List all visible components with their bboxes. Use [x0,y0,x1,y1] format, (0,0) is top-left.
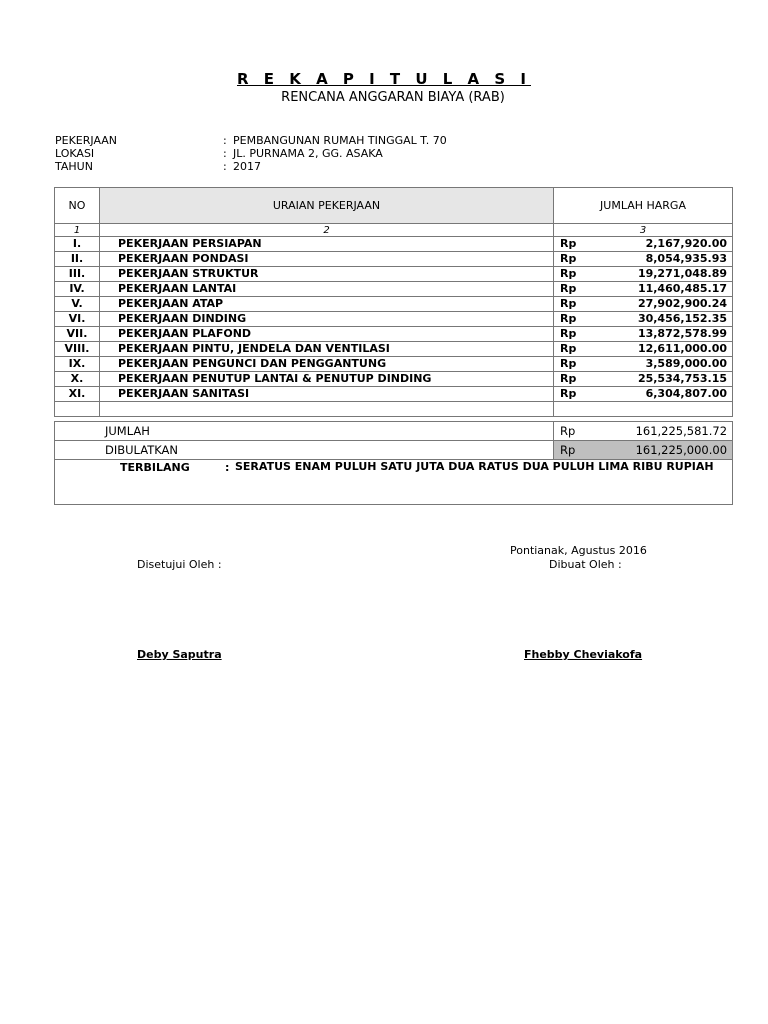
item-currency: Rp [554,372,596,387]
project-info [55,134,447,173]
info-row-lokasi [55,147,447,160]
item-amount: 13,872,578.99 [596,327,733,342]
table-row [55,237,733,252]
item-amount: 8,054,935.93 [596,252,733,267]
col-index-3: 3 [554,224,733,237]
col-index-1: 1 [55,224,100,237]
item-name: PEKERJAAN PENGUNCI DAN PENGGANTUNG [100,357,554,372]
item-name: PEKERJAAN LANTAI [100,282,554,297]
item-no: I. [55,237,100,252]
rab-table [54,187,733,505]
jumlah-row-label: JUMLAH [55,422,554,441]
item-no: VII. [55,327,100,342]
info-row-pekerjaan [55,134,447,147]
header-jumlah: JUMLAH HARGA [554,188,733,224]
item-amount: 30,456,152.35 [596,312,733,327]
item-currency: Rp [554,342,596,357]
item-no: XI. [55,387,100,402]
terbilang-row [55,460,733,505]
item-amount: 12,611,000.00 [596,342,733,357]
info-separator: : [223,160,227,173]
item-no: III. [55,267,100,282]
info-separator: : [223,134,227,147]
jumlah-row-amount: 161,225,581.72 [596,422,733,441]
dibulatkan-row-currency: Rp [554,441,596,460]
item-currency: Rp [554,282,596,297]
made-by-label: Dibuat Oleh : [549,558,622,571]
table-row [55,357,733,372]
blank-cell [55,402,100,417]
info-label: PEKERJAAN [55,134,118,147]
jumlah-row [55,422,733,441]
table-row [55,387,733,402]
terbilang-label: TERBILANG [120,461,190,474]
table-header-row [55,188,733,224]
info-label: TAHUN [55,160,93,173]
blank-row [55,402,733,417]
item-no: IV. [55,282,100,297]
item-currency: Rp [554,297,596,312]
item-amount: 6,304,807.00 [596,387,733,402]
item-name: PEKERJAAN PONDASI [100,252,554,267]
info-value: 2017 [233,160,261,173]
table-row [55,312,733,327]
item-currency: Rp [554,327,596,342]
column-index-row [55,224,733,237]
item-no: II. [55,252,100,267]
table-row [55,372,733,387]
terbilang-text: SERATUS ENAM PULUH SATU JUTA DUA RATUS DUA PULUH LIMA RIBU RUPIAH [235,460,714,473]
blank-cell [100,402,554,417]
item-amount: 2,167,920.00 [596,237,733,252]
item-name: PEKERJAAN DINDING [100,312,554,327]
approver-signature-name: Deby Saputra [137,648,222,661]
info-row-tahun [55,160,447,173]
item-currency: Rp [554,267,596,282]
item-name: PEKERJAAN SANITASI [100,387,554,402]
item-amount: 19,271,048.89 [596,267,733,282]
document-title: R E K A P I T U L A S I [236,70,531,88]
table-row [55,297,733,312]
info-value: PEMBANGUNAN RUMAH TINGGAL T. 70 [233,134,447,147]
item-currency: Rp [554,312,596,327]
col-index-2: 2 [100,224,554,237]
item-amount: 27,902,900.24 [596,297,733,312]
item-currency: Rp [554,357,596,372]
dibulatkan-row-amount: 161,225,000.00 [596,441,733,460]
item-no: X. [55,372,100,387]
table-row [55,252,733,267]
dibulatkan-row [55,441,733,460]
item-currency: Rp [554,252,596,267]
info-value: JL. PURNAMA 2, GG. ASAKA [233,147,383,160]
header-no: NO [55,188,100,224]
info-separator: : [223,147,227,160]
item-name: PEKERJAAN ATAP [100,297,554,312]
item-no: VI. [55,312,100,327]
item-no: VIII. [55,342,100,357]
item-name: PEKERJAAN STRUKTUR [100,267,554,282]
table-row [55,282,733,297]
item-amount: 11,460,485.17 [596,282,733,297]
jumlah-row-currency: Rp [554,422,596,441]
item-name: PEKERJAAN PENUTUP LANTAI & PENUTUP DINDING [100,372,554,387]
info-label: LOKASI [55,147,95,160]
approved-by-label: Disetujui Oleh : [137,558,222,571]
table-row [55,267,733,282]
dibulatkan-row-label: DIBULATKAN [55,441,554,460]
item-amount: 25,534,753.15 [596,372,733,387]
terbilang-cell [55,460,733,505]
terbilang-separator: : [225,461,230,474]
item-currency: Rp [554,387,596,402]
item-name: PEKERJAAN PLAFOND [100,327,554,342]
item-currency: Rp [554,237,596,252]
table-row [55,327,733,342]
place-date: Pontianak, Agustus 2016 [510,544,647,557]
header-uraian: URAIAN PEKERJAAN [100,188,554,224]
document-subtitle: RENCANA ANGGARAN BIAYA (RAB) [281,90,505,105]
item-amount: 3,589,000.00 [596,357,733,372]
item-no: IX. [55,357,100,372]
maker-signature-name: Fhebby Cheviakofa [524,648,643,661]
item-name: PEKERJAAN PERSIAPAN [100,237,554,252]
blank-cell [554,402,733,417]
item-name: PEKERJAAN PINTU, JENDELA DAN VENTILASI [100,342,554,357]
table-row [55,342,733,357]
item-no: V. [55,297,100,312]
